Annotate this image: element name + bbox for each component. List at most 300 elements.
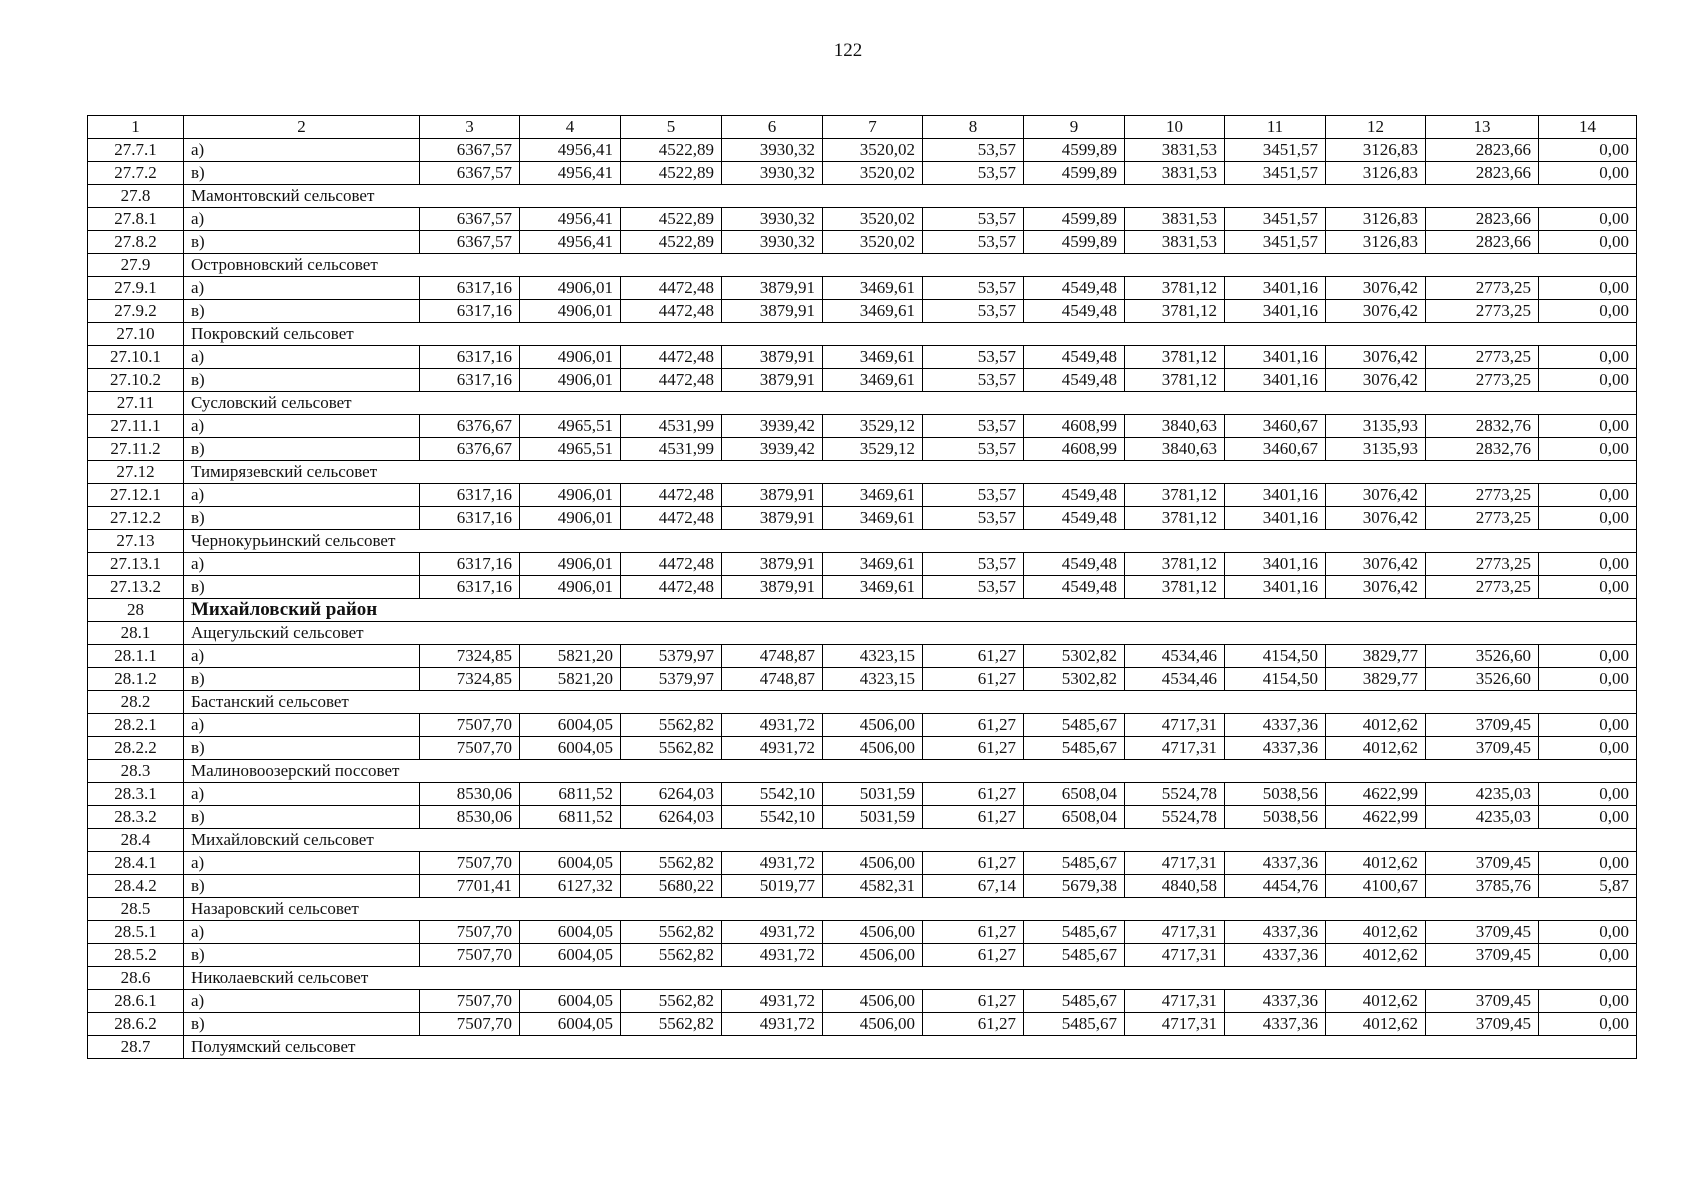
value-cell: 4506,00 <box>823 714 923 737</box>
value-cell: 5542,10 <box>722 783 823 806</box>
value-cell: 3401,16 <box>1225 277 1326 300</box>
value-cell: 4956,41 <box>520 139 621 162</box>
value-cell: 4549,48 <box>1024 484 1125 507</box>
value-cell: 3829,77 <box>1326 645 1426 668</box>
value-cell: 6376,67 <box>420 438 520 461</box>
value-cell: 4608,99 <box>1024 438 1125 461</box>
value-cell: 4506,00 <box>823 990 923 1013</box>
table-row <box>88 875 1637 898</box>
value-cell: 4012,62 <box>1326 1013 1426 1036</box>
value-cell: 0,00 <box>1539 484 1637 507</box>
value-cell: 2823,66 <box>1426 208 1539 231</box>
value-cell: 61,27 <box>923 1013 1024 1036</box>
value-cell: 3520,02 <box>823 139 923 162</box>
value-cell: 6376,67 <box>420 415 520 438</box>
value-cell: 5019,77 <box>722 875 823 898</box>
row-label: в) <box>184 806 420 829</box>
value-cell: 6317,16 <box>420 484 520 507</box>
value-cell: 6367,57 <box>420 139 520 162</box>
value-cell: 0,00 <box>1539 139 1637 162</box>
value-cell: 61,27 <box>923 944 1024 967</box>
column-header: 10 <box>1125 116 1225 139</box>
value-cell: 7507,70 <box>420 852 520 875</box>
header-row <box>88 116 1637 139</box>
value-cell: 3126,83 <box>1326 208 1426 231</box>
column-header: 11 <box>1225 116 1326 139</box>
row-code: 28.2.2 <box>88 737 184 760</box>
value-cell: 4906,01 <box>520 300 621 323</box>
value-cell: 4549,48 <box>1024 576 1125 599</box>
row-label: а) <box>184 208 420 231</box>
value-cell: 6317,16 <box>420 576 520 599</box>
row-code: 27.11.1 <box>88 415 184 438</box>
value-cell: 5562,82 <box>621 990 722 1013</box>
value-cell: 3930,32 <box>722 231 823 254</box>
section-name: Михайловский сельсовет <box>184 829 1637 852</box>
value-cell: 6004,05 <box>520 921 621 944</box>
value-cell: 5302,82 <box>1024 645 1125 668</box>
value-cell: 4906,01 <box>520 484 621 507</box>
table-row <box>88 944 1637 967</box>
value-cell: 4454,76 <box>1225 875 1326 898</box>
value-cell: 4906,01 <box>520 346 621 369</box>
row-label: а) <box>184 783 420 806</box>
value-cell: 3879,91 <box>722 484 823 507</box>
row-code: 27.10 <box>88 323 184 346</box>
value-cell: 3709,45 <box>1426 1013 1539 1036</box>
column-header: 12 <box>1326 116 1426 139</box>
row-code: 27.9.1 <box>88 277 184 300</box>
value-cell: 6508,04 <box>1024 806 1125 829</box>
value-cell: 4549,48 <box>1024 346 1125 369</box>
value-cell: 4599,89 <box>1024 139 1125 162</box>
column-header: 13 <box>1426 116 1539 139</box>
value-cell: 0,00 <box>1539 300 1637 323</box>
row-code: 28.1.1 <box>88 645 184 668</box>
value-cell: 2773,25 <box>1426 277 1539 300</box>
value-cell: 4472,48 <box>621 346 722 369</box>
value-cell: 0,00 <box>1539 369 1637 392</box>
row-label: а) <box>184 852 420 875</box>
section-row <box>88 254 1637 277</box>
value-cell: 4337,36 <box>1225 714 1326 737</box>
value-cell: 3520,02 <box>823 162 923 185</box>
section-name: Полуямский сельсовет <box>184 1036 1637 1059</box>
value-cell: 53,57 <box>923 139 1024 162</box>
value-cell: 4323,15 <box>823 668 923 691</box>
district-name: Михайловский район <box>184 599 1637 622</box>
section-name: Назаровский сельсовет <box>184 898 1637 921</box>
value-cell: 0,00 <box>1539 990 1637 1013</box>
value-cell: 53,57 <box>923 277 1024 300</box>
row-label: в) <box>184 300 420 323</box>
page-number: 122 <box>833 40 863 61</box>
value-cell: 6317,16 <box>420 369 520 392</box>
value-cell: 4549,48 <box>1024 553 1125 576</box>
value-cell: 3709,45 <box>1426 944 1539 967</box>
value-cell: 2823,66 <box>1426 139 1539 162</box>
value-cell: 3126,83 <box>1326 139 1426 162</box>
value-cell: 61,27 <box>923 852 1024 875</box>
value-cell: 3451,57 <box>1225 139 1326 162</box>
row-label: а) <box>184 553 420 576</box>
value-cell: 4506,00 <box>823 944 923 967</box>
row-code: 28.7 <box>88 1036 184 1059</box>
value-cell: 61,27 <box>923 783 1024 806</box>
value-cell: 3781,12 <box>1125 553 1225 576</box>
row-code: 28.6.1 <box>88 990 184 1013</box>
value-cell: 7324,85 <box>420 668 520 691</box>
row-label: в) <box>184 944 420 967</box>
row-label: в) <box>184 875 420 898</box>
table-row <box>88 990 1637 1013</box>
section-name: Покровский сельсовет <box>184 323 1637 346</box>
value-cell: 4931,72 <box>722 1013 823 1036</box>
value-cell: 0,00 <box>1539 576 1637 599</box>
value-cell: 4549,48 <box>1024 277 1125 300</box>
value-cell: 3126,83 <box>1326 231 1426 254</box>
value-cell: 5821,20 <box>520 668 621 691</box>
section-row <box>88 461 1637 484</box>
value-cell: 6367,57 <box>420 231 520 254</box>
row-label: в) <box>184 369 420 392</box>
value-cell: 3520,02 <box>823 231 923 254</box>
table-row <box>88 921 1637 944</box>
value-cell: 3879,91 <box>722 369 823 392</box>
value-cell: 4956,41 <box>520 162 621 185</box>
value-cell: 0,00 <box>1539 783 1637 806</box>
column-header: 4 <box>520 116 621 139</box>
value-cell: 4534,46 <box>1125 668 1225 691</box>
value-cell: 7701,41 <box>420 875 520 898</box>
value-cell: 3401,16 <box>1225 507 1326 530</box>
value-cell: 3529,12 <box>823 438 923 461</box>
value-cell: 5562,82 <box>621 921 722 944</box>
value-cell: 4956,41 <box>520 208 621 231</box>
value-cell: 5524,78 <box>1125 806 1225 829</box>
table-row <box>88 645 1637 668</box>
value-cell: 0,00 <box>1539 714 1637 737</box>
value-cell: 4931,72 <box>722 990 823 1013</box>
row-code: 28.2 <box>88 691 184 714</box>
value-cell: 5038,56 <box>1225 806 1326 829</box>
value-cell: 4012,62 <box>1326 944 1426 967</box>
section-row <box>88 622 1637 645</box>
row-label: в) <box>184 1013 420 1036</box>
value-cell: 0,00 <box>1539 944 1637 967</box>
value-cell: 4154,50 <box>1225 645 1326 668</box>
value-cell: 3126,83 <box>1326 162 1426 185</box>
value-cell: 4549,48 <box>1024 300 1125 323</box>
value-cell: 6317,16 <box>420 507 520 530</box>
value-cell: 5379,97 <box>621 645 722 668</box>
value-cell: 2773,25 <box>1426 484 1539 507</box>
value-cell: 4323,15 <box>823 645 923 668</box>
value-cell: 3076,42 <box>1326 553 1426 576</box>
value-cell: 3930,32 <box>722 208 823 231</box>
table-row <box>88 806 1637 829</box>
value-cell: 3930,32 <box>722 139 823 162</box>
value-cell: 53,57 <box>923 231 1024 254</box>
section-row <box>88 1036 1637 1059</box>
value-cell: 3469,61 <box>823 346 923 369</box>
value-cell: 4012,62 <box>1326 714 1426 737</box>
value-cell: 0,00 <box>1539 921 1637 944</box>
column-header: 9 <box>1024 116 1125 139</box>
value-cell: 4531,99 <box>621 415 722 438</box>
value-cell: 4100,67 <box>1326 875 1426 898</box>
value-cell: 4608,99 <box>1024 415 1125 438</box>
value-cell: 0,00 <box>1539 162 1637 185</box>
value-cell: 0,00 <box>1539 645 1637 668</box>
section-name: Островновский сельсовет <box>184 254 1637 277</box>
value-cell: 4506,00 <box>823 1013 923 1036</box>
table-row <box>88 507 1637 530</box>
value-cell: 3469,61 <box>823 369 923 392</box>
value-cell: 3076,42 <box>1326 277 1426 300</box>
value-cell: 3831,53 <box>1125 231 1225 254</box>
value-cell: 0,00 <box>1539 507 1637 530</box>
value-cell: 3781,12 <box>1125 346 1225 369</box>
value-cell: 53,57 <box>923 484 1024 507</box>
value-cell: 5485,67 <box>1024 737 1125 760</box>
value-cell: 5485,67 <box>1024 944 1125 967</box>
row-code: 27.12.2 <box>88 507 184 530</box>
value-cell: 3879,91 <box>722 346 823 369</box>
value-cell: 4582,31 <box>823 875 923 898</box>
value-cell: 4906,01 <box>520 507 621 530</box>
table-row <box>88 415 1637 438</box>
value-cell: 6004,05 <box>520 737 621 760</box>
row-code: 28.3.2 <box>88 806 184 829</box>
value-cell: 61,27 <box>923 921 1024 944</box>
value-cell: 4522,89 <box>621 231 722 254</box>
value-cell: 0,00 <box>1539 553 1637 576</box>
value-cell: 6317,16 <box>420 346 520 369</box>
section-row <box>88 967 1637 990</box>
value-cell: 4472,48 <box>621 277 722 300</box>
value-cell: 8530,06 <box>420 783 520 806</box>
value-cell: 5542,10 <box>722 806 823 829</box>
row-code: 28.6 <box>88 967 184 990</box>
table-row <box>88 300 1637 323</box>
value-cell: 4931,72 <box>722 737 823 760</box>
value-cell: 2773,25 <box>1426 346 1539 369</box>
row-label: в) <box>184 438 420 461</box>
value-cell: 53,57 <box>923 507 1024 530</box>
value-cell: 4472,48 <box>621 576 722 599</box>
section-row <box>88 323 1637 346</box>
value-cell: 3135,93 <box>1326 438 1426 461</box>
row-code: 27.9 <box>88 254 184 277</box>
value-cell: 4522,89 <box>621 162 722 185</box>
value-cell: 4472,48 <box>621 484 722 507</box>
value-cell: 3451,57 <box>1225 231 1326 254</box>
value-cell: 4549,48 <box>1024 369 1125 392</box>
value-cell: 0,00 <box>1539 415 1637 438</box>
value-cell: 3879,91 <box>722 507 823 530</box>
value-cell: 4337,36 <box>1225 944 1326 967</box>
value-cell: 0,00 <box>1539 208 1637 231</box>
section-row <box>88 691 1637 714</box>
row-code: 27.12.1 <box>88 484 184 507</box>
table-row <box>88 783 1637 806</box>
value-cell: 53,57 <box>923 346 1024 369</box>
value-cell: 3709,45 <box>1426 921 1539 944</box>
value-cell: 3709,45 <box>1426 737 1539 760</box>
value-cell: 6367,57 <box>420 208 520 231</box>
value-cell: 3401,16 <box>1225 553 1326 576</box>
value-cell: 2773,25 <box>1426 576 1539 599</box>
row-code: 28.3 <box>88 760 184 783</box>
value-cell: 3401,16 <box>1225 484 1326 507</box>
table-row <box>88 852 1637 875</box>
value-cell: 3781,12 <box>1125 576 1225 599</box>
value-cell: 6004,05 <box>520 852 621 875</box>
value-cell: 5031,59 <box>823 806 923 829</box>
section-name: Николаевский сельсовет <box>184 967 1637 990</box>
value-cell: 7507,70 <box>420 737 520 760</box>
value-cell: 3939,42 <box>722 438 823 461</box>
value-cell: 53,57 <box>923 576 1024 599</box>
table-row <box>88 576 1637 599</box>
value-cell: 6317,16 <box>420 300 520 323</box>
row-code: 27.13.1 <box>88 553 184 576</box>
row-code: 28.1.2 <box>88 668 184 691</box>
value-cell: 5562,82 <box>621 944 722 967</box>
value-cell: 3709,45 <box>1426 714 1539 737</box>
table-body <box>88 139 1637 1059</box>
row-label: в) <box>184 231 420 254</box>
value-cell: 6004,05 <box>520 1013 621 1036</box>
value-cell: 8530,06 <box>420 806 520 829</box>
value-cell: 3469,61 <box>823 576 923 599</box>
row-code: 27.8.1 <box>88 208 184 231</box>
table-row <box>88 553 1637 576</box>
value-cell: 5821,20 <box>520 645 621 668</box>
value-cell: 61,27 <box>923 806 1024 829</box>
column-header: 1 <box>88 116 184 139</box>
table-row <box>88 139 1637 162</box>
value-cell: 0,00 <box>1539 852 1637 875</box>
value-cell: 4717,31 <box>1125 852 1225 875</box>
column-header: 14 <box>1539 116 1637 139</box>
value-cell: 4622,99 <box>1326 783 1426 806</box>
section-name: Ащегульский сельсовет <box>184 622 1637 645</box>
value-cell: 3451,57 <box>1225 208 1326 231</box>
table-row <box>88 277 1637 300</box>
value-cell: 3781,12 <box>1125 484 1225 507</box>
row-label: а) <box>184 714 420 737</box>
row-label: в) <box>184 507 420 530</box>
value-cell: 3879,91 <box>722 300 823 323</box>
row-label: а) <box>184 990 420 1013</box>
value-cell: 6508,04 <box>1024 783 1125 806</box>
row-label: в) <box>184 162 420 185</box>
value-cell: 4599,89 <box>1024 162 1125 185</box>
section-row <box>88 760 1637 783</box>
value-cell: 3709,45 <box>1426 852 1539 875</box>
value-cell: 53,57 <box>923 162 1024 185</box>
value-cell: 5379,97 <box>621 668 722 691</box>
value-cell: 4337,36 <box>1225 737 1326 760</box>
value-cell: 4906,01 <box>520 277 621 300</box>
value-cell: 2773,25 <box>1426 369 1539 392</box>
value-cell: 3401,16 <box>1225 576 1326 599</box>
row-label: а) <box>184 277 420 300</box>
value-cell: 5679,38 <box>1024 875 1125 898</box>
row-label: а) <box>184 415 420 438</box>
value-cell: 5562,82 <box>621 1013 722 1036</box>
column-header: 5 <box>621 116 722 139</box>
value-cell: 6811,52 <box>520 806 621 829</box>
value-cell: 6127,32 <box>520 875 621 898</box>
value-cell: 61,27 <box>923 668 1024 691</box>
column-header: 3 <box>420 116 520 139</box>
value-cell: 7507,70 <box>420 921 520 944</box>
value-cell: 7507,70 <box>420 714 520 737</box>
row-code: 28.2.1 <box>88 714 184 737</box>
table-row <box>88 346 1637 369</box>
value-cell: 5485,67 <box>1024 714 1125 737</box>
section-name: Сусловский сельсовет <box>184 392 1637 415</box>
value-cell: 4235,03 <box>1426 806 1539 829</box>
table-row <box>88 369 1637 392</box>
row-code: 27.8.2 <box>88 231 184 254</box>
value-cell: 3840,63 <box>1125 438 1225 461</box>
value-cell: 3076,42 <box>1326 576 1426 599</box>
value-cell: 4337,36 <box>1225 990 1326 1013</box>
section-name: Чернокурьинский сельсовет <box>184 530 1637 553</box>
value-cell: 4012,62 <box>1326 852 1426 875</box>
value-cell: 7507,70 <box>420 1013 520 1036</box>
row-label: а) <box>184 139 420 162</box>
value-cell: 6004,05 <box>520 990 621 1013</box>
value-cell: 5680,22 <box>621 875 722 898</box>
value-cell: 3401,16 <box>1225 369 1326 392</box>
row-code: 27.13.2 <box>88 576 184 599</box>
value-cell: 4717,31 <box>1125 944 1225 967</box>
value-cell: 4840,58 <box>1125 875 1225 898</box>
value-cell: 3840,63 <box>1125 415 1225 438</box>
value-cell: 5524,78 <box>1125 783 1225 806</box>
value-cell: 3076,42 <box>1326 484 1426 507</box>
value-cell: 4012,62 <box>1326 990 1426 1013</box>
row-label: в) <box>184 668 420 691</box>
value-cell: 3135,93 <box>1326 415 1426 438</box>
value-cell: 4931,72 <box>722 921 823 944</box>
table-row <box>88 162 1637 185</box>
value-cell: 2832,76 <box>1426 438 1539 461</box>
value-cell: 4717,31 <box>1125 921 1225 944</box>
value-cell: 4717,31 <box>1125 990 1225 1013</box>
value-cell: 3076,42 <box>1326 507 1426 530</box>
value-cell: 4599,89 <box>1024 208 1125 231</box>
value-cell: 3939,42 <box>722 415 823 438</box>
section-row <box>88 898 1637 921</box>
row-code: 27.7.1 <box>88 139 184 162</box>
value-cell: 2773,25 <box>1426 553 1539 576</box>
tariff-table <box>87 115 1637 1059</box>
value-cell: 4599,89 <box>1024 231 1125 254</box>
value-cell: 5485,67 <box>1024 921 1125 944</box>
value-cell: 5562,82 <box>621 737 722 760</box>
value-cell: 3076,42 <box>1326 300 1426 323</box>
value-cell: 4622,99 <box>1326 806 1426 829</box>
row-code: 27.10.1 <box>88 346 184 369</box>
value-cell: 0,00 <box>1539 346 1637 369</box>
value-cell: 4549,48 <box>1024 507 1125 530</box>
